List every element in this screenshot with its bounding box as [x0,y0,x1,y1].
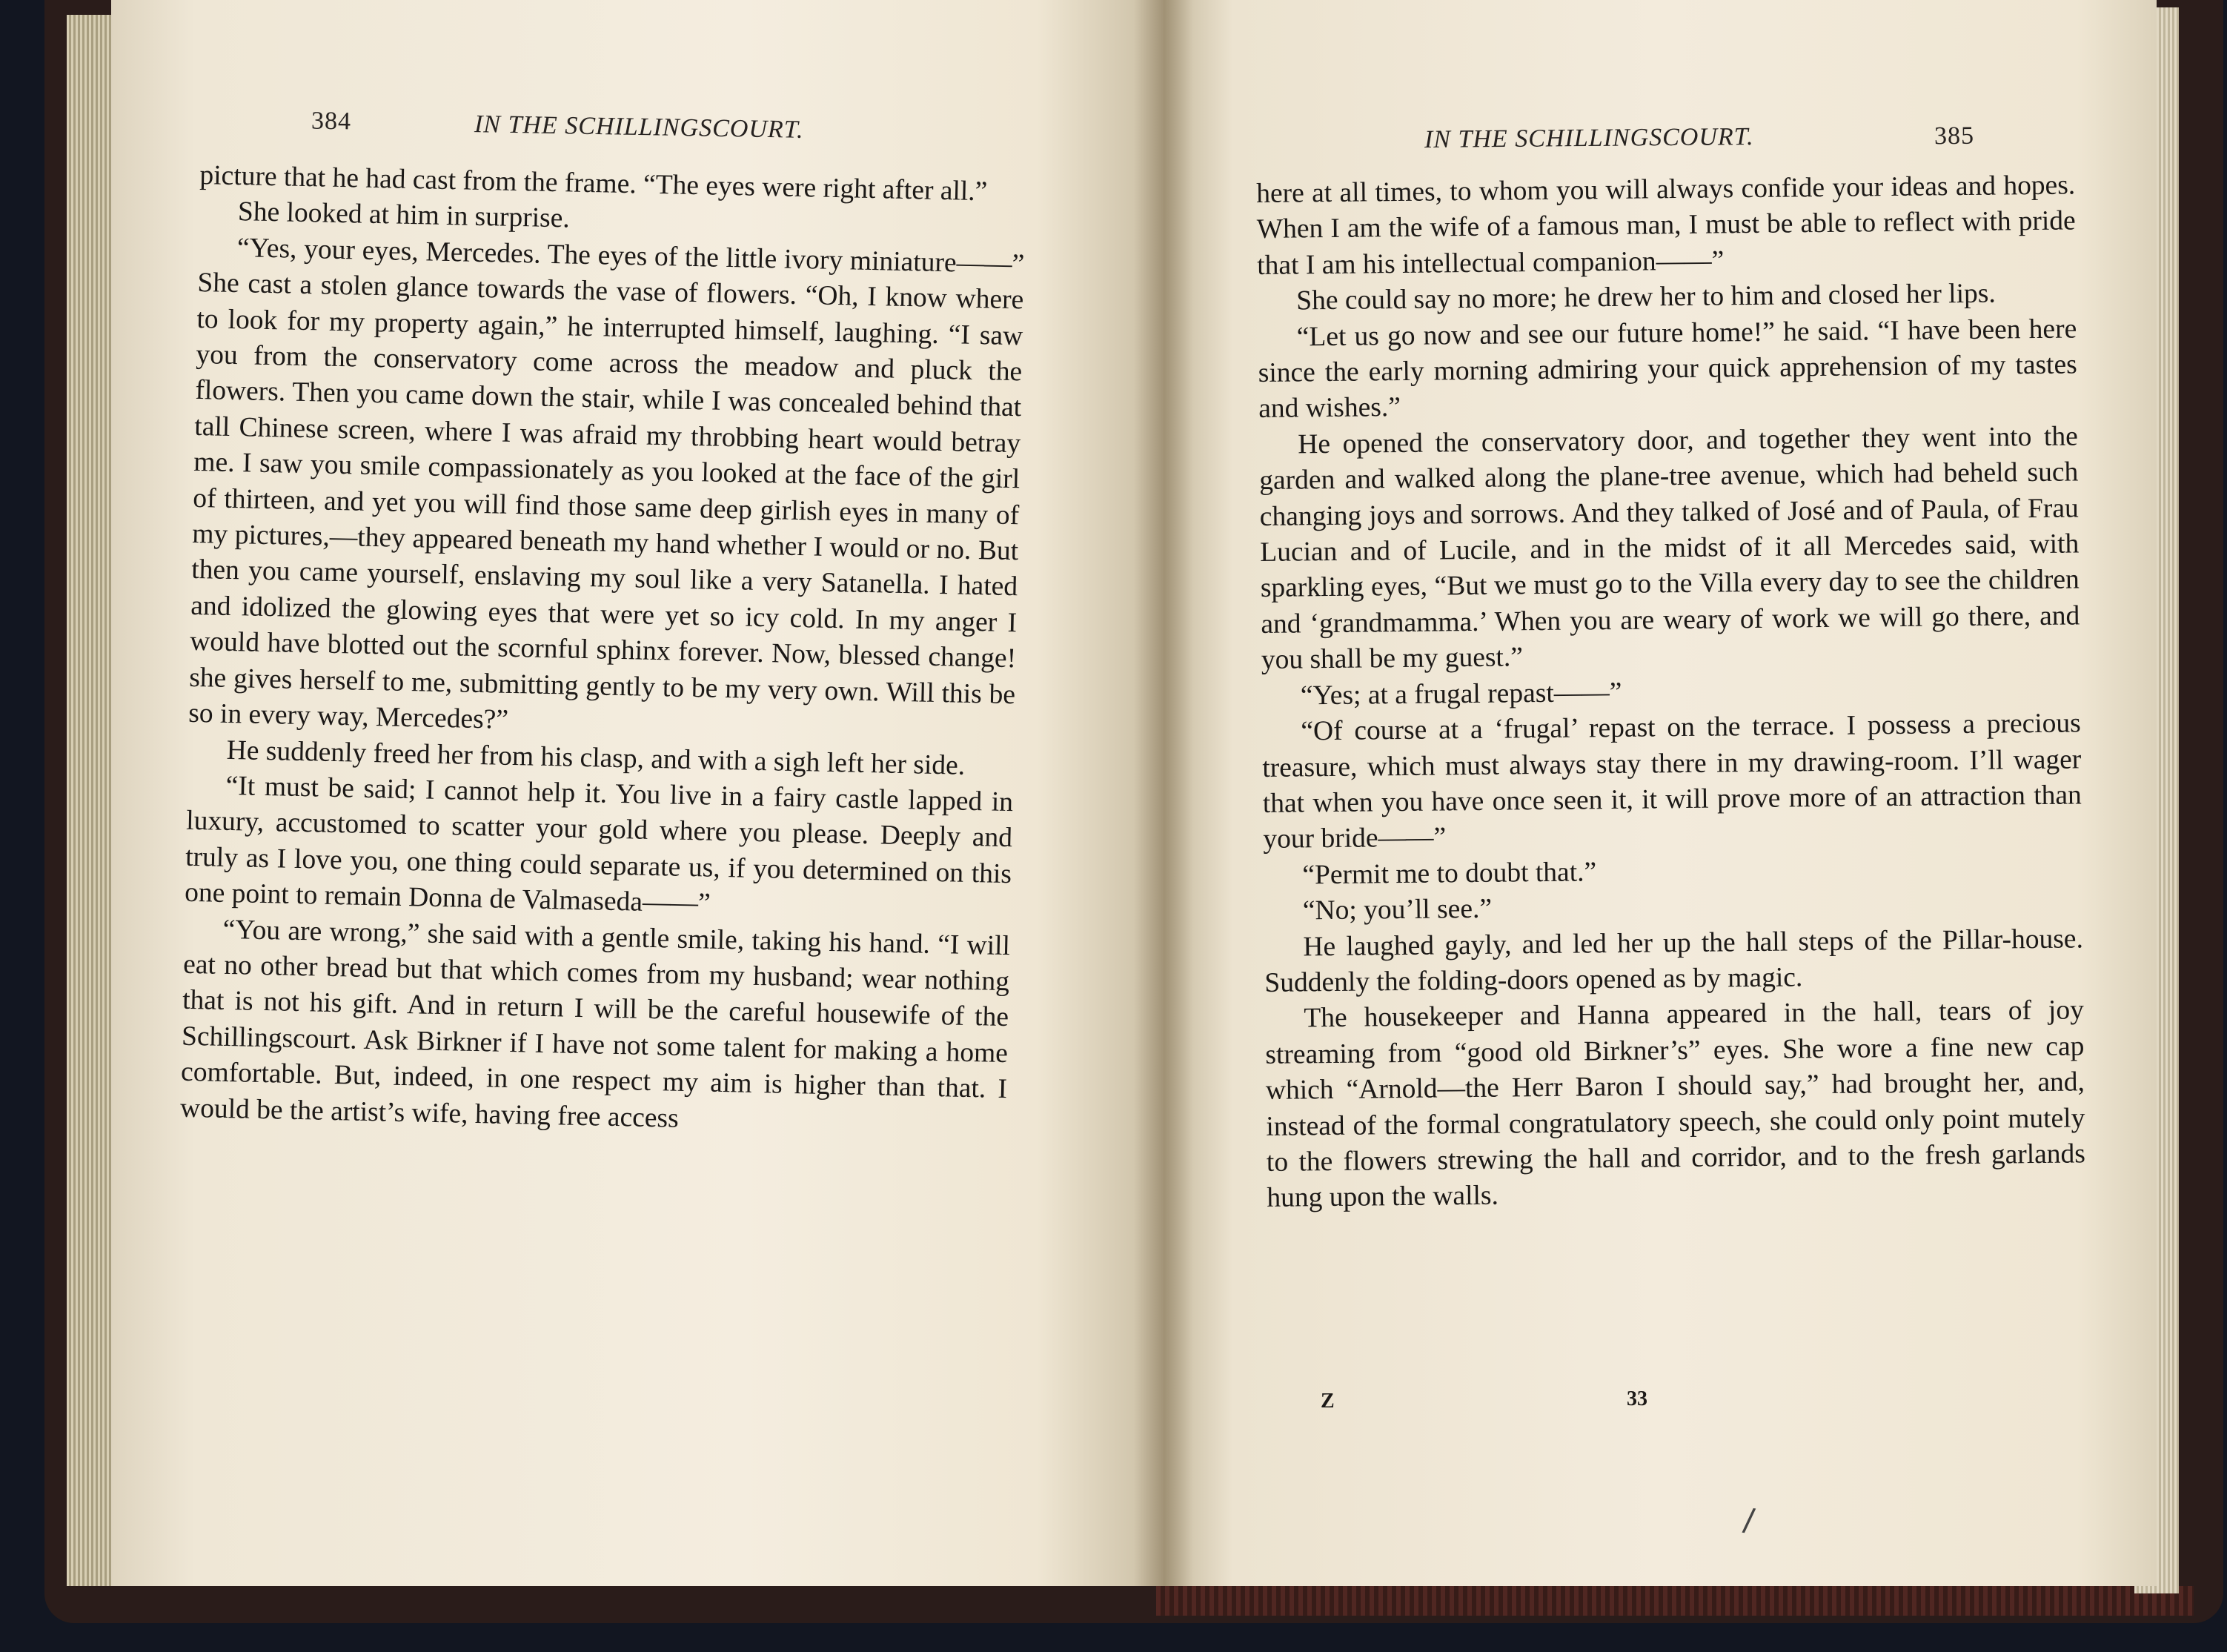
right-page-number: 385 [1934,122,1975,150]
paragraph: The housekeeper and Hanna appeared in the hall, tears of joy streaming from “good old Birkner’s” eyes. She wore a fine new cap which “Arnold—the Herr Baron I should say,” had brought her, and, instead of the formal congratulatory speech, she could only point mutely to the flowers strewing the hall and corridor, and to the fresh garlands hung upon the walls. [1265,995,2086,1214]
paragraph: “Of course at a ‘frugal’ repast on the terrace. I possess a precious treasure, which must always stay there in my drawing-room. I’ll wager that when you have once seen it, it will prove more of an attraction than your bride——” [1262,708,2082,855]
paragraph: “No; you’ll see.” [1302,893,1493,926]
paragraph: “Permit me to doubt that.” [1302,856,1597,891]
left-page-text [180,158,1026,1144]
right-page-text [1256,167,2086,1216]
book-gutter [1134,0,1193,1586]
right-running-head: IN THE SCHILLINGSCOURT. [1424,123,1754,153]
signature-letter: Z [1321,1390,1335,1413]
paragraph: here at all times, to whom you will always confide your ideas and hopes. When I am the wife of a famous man, I must be able to reflect with pride that I am his intellectual companion——” [1256,170,2076,281]
paragraph: She looked at him in surprise. [237,196,571,234]
paragraph: “Let us go now and see our future home!” he said. “I have been here since the early morning admiring your quick apprehension of my tastes and wishes.” [1258,314,2077,425]
pencil-mark: / [1741,1501,1757,1539]
left-page-number: 384 [311,107,352,136]
left-running-head: IN THE SCHILLINGSCOURT. [474,110,804,144]
paragraph: He suddenly freed her from his clasp, and with a sigh left her side. [226,734,966,781]
signature-number: 33 [1627,1387,1647,1410]
paragraph: “Yes; at a frugal repast——” [1300,677,1622,711]
paragraph: He opened the conservatory door, and together they went into the garden and walked along the plane-tree avenue, which had beheld such changing joys and sorrows. And they talked of José and of Paula, of Frau Lucian and of Lucile, and in the midst of it all Mercedes said, with sparkling eyes, “But we must go to the Villa every day to see the children and ‘grandmamma.’ When you are weary of work we will go there, and you shall be my guest.” [1259,421,2080,676]
paragraph: “You are wrong,” she said with a gentle smile, taking his hand. “I will eat no other bread but that which comes from my husband; wear nothing that is not his gift. And in return I will be the careful housewife of the Schillingscourt. Ask Birkner if I have not some talent for making a home comfortable. But, indeed, in one respect my aim is higher than that. I would be the artist’s wife, having free access [179,914,1011,1134]
paragraph: picture that he had cast from the frame. “The eyes were right after all.” [199,159,988,208]
paragraph: She could say no more; he drew her to him and closed her lips. [1296,278,1996,316]
paragraph: “It must be said; I cannot help it. You live in a fairy castle lapped in luxury, accustomed to scatter your gold where you please. Deeply and truly as I love you, one thing could separate us, if you determined on this one point to remain Donna de Valmaseda——” [184,770,1014,919]
cover-edge-decoration [1156,1586,2194,1616]
paragraph: He laughed gayly, and led her up the hall steps of the Pillar-house. Suddenly the folding-doors opened as by magic. [1264,923,2084,998]
paragraph: “Yes, your eyes, Mercedes. The eyes of the little ivory miniature——” She cast a stolen glance towards the vase of flowers. “Oh, I know where to look for my property again,” he interrupted himself, laughing. “I saw you from the conservatory come across the meadow and pluck the flowers. Then you came down the stair, while I was concealed behind that tall Chinese screen, where I was afraid my throbbing heart would betray me. I saw you smile compassionately as you looked at the face of the girl of thirteen, and yet you will find those same deep girlish eyes in many of my pictures,—they appeared beneath my hand whether I would or no. But then you came yourself, enslaving my soul like a very Satanella. I hated and idolized the glowing eyes that were yet so icy cold. In my anger I would have blotted out the scornful sphinx forever. Now, blessed change! she gives herself to me, submitting gently to be my very own. Will this be so in every way, Mercedes?” [187,232,1025,735]
